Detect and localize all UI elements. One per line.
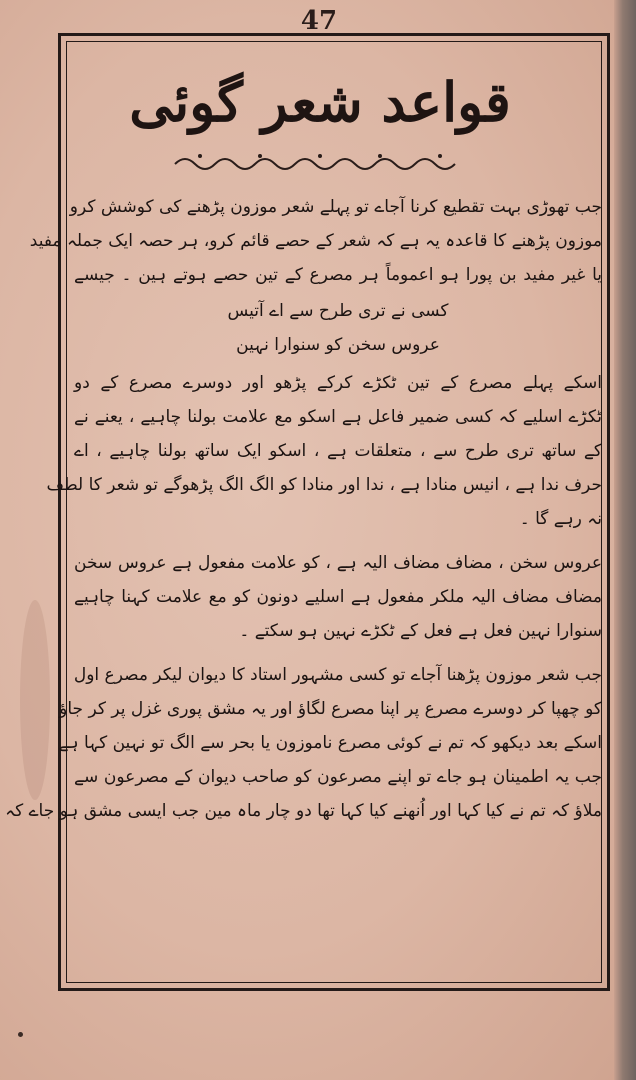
text-line: جب یہ اطمینان ہو جاے تو اپنے مصرعون کو صاحب دیوان کے مصرعون سے <box>74 767 602 787</box>
paper-stain <box>20 600 50 800</box>
text-line: سنوارا نہین فعل ہے فعل کے ٹکڑے نہین ہو سکتے ۔ <box>239 621 602 641</box>
page-title: قواعد شعر گوئی <box>129 70 511 134</box>
text-line: کو چھپا کر دوسرے مصرع پر اپنا مصرع لگاؤ اور یہ مشق پوری غزل پر کر جاؤ <box>59 699 602 719</box>
text-line: جب شعر موزون پڑھنا آجاے تو کسی مشہور استاد کا دیوان لیکر مصرع اول <box>73 665 602 685</box>
text-line: ملاؤ کہ تم نے کیا کہا اور اُنھنے کیا کہا تھا دو چار ماہ مین جب ایسی مشق ہو جاے کہ <box>5 801 602 821</box>
ink-dot <box>18 1032 23 1037</box>
verse-line: عروس سخن کو سنوارا نہین <box>236 335 440 355</box>
text-line: مضاف مضاف الیہ ملکر مفعول ہے اسلیے دونون کو مع علامت کہنا چاہیے <box>74 587 602 607</box>
text-line: حرف ندا ہے ، انیس منادا ہے ، ندا اور منادا کو الگ الگ پڑھوگے تو شعر کا لطف <box>46 475 602 495</box>
page-edge-shadow <box>614 0 636 1080</box>
text-line: عروس سخن ، مضاف مضاف الیہ ہے ، کو علامت مفعول ہے عروس سخن <box>74 553 602 573</box>
verse-line: کسی نے تری طرح سے اے آتیس <box>227 301 449 321</box>
text-line: موزون پڑھنے کا قاعدہ یہ ہے کہ شعر کے حصے قائم کرو، ہر حصہ ایک جملہ مفید <box>29 231 602 251</box>
text-line: جب تھوڑی بہت تقطیع کرنا آجاے تو پہلے شعر موزون پڑھنے کی کوشش کرو <box>69 197 602 217</box>
title-ornament-icon <box>170 150 470 176</box>
text-line: کے ساتھ تری طرح سے ، متعلقات ہے ، اسکو ایک ساتھ بولنا چاہیے ، اے <box>74 441 602 461</box>
text-line: نہ رہے گا ۔ <box>519 509 602 529</box>
body-text <box>5 190 602 980</box>
page-number: 47 <box>300 6 338 36</box>
text-line: اسکے پہلے مصرع کے تین ٹکڑے کرکے پڑھو اور دوسرے مصرع کے دو <box>74 373 602 393</box>
text-line: ٹکڑے اسلیے کہ کسی ضمیر فاعل ہے اسکو مع علامت بولنا چاہیے ، یعنے نے <box>74 407 602 427</box>
text-line: یا غیر مفید بن پورا ہو اعموماً ہر مصرع کے تین حصے ہوتے ہین ۔ جیسے <box>74 265 602 285</box>
text-line: اسکے بعد دیکھو کہ تم نے کوئی مصرع ناموزون یا بحر سے الگ تو نہین کہا ہے <box>58 733 602 753</box>
